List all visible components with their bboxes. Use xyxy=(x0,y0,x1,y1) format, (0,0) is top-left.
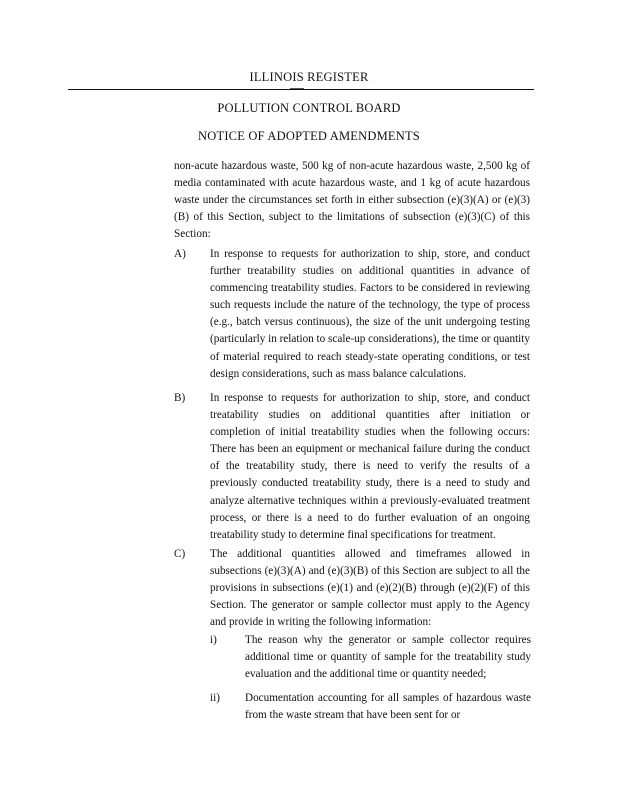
board-title: POLLUTION CONTROL BOARD xyxy=(217,101,401,115)
header-rule xyxy=(68,89,534,90)
item-b-text: In response to requests for authorization to ship, store, and conduct treatability studies on additional quantities after initiation or completion of initial treatability studies when the following occurs: There has been an equipment or mechanical failure during the conduct of the treatability study, there is need to verify the results of a previously conducted treatability study, there is a need to study and analyze alternative techniques within a previously-evaluated treatment process, or there is a need to do further evaluation of an ongoing treatability study to determine final specifications for treatment. xyxy=(210,392,530,541)
intro-paragraph: non-acute hazardous waste, 500 kg of non-acute hazardous waste, 2,500 kg of media contaminated with acute hazardous waste, and 1 kg of acute hazardous waste under the circumstances set forth in either subsection (e)(3)(A) or (e)(3)(B) of this Section, subject to the limitations of subsection (e)(3)(C) of this Section: xyxy=(174,160,530,241)
subitem-i-text: The reason why the generator or sample collector requires additional time or quantity of sample for the treatability study evaluation and the additional time or quantity needed; xyxy=(245,634,531,681)
item-a-text: In response to requests for authorization to ship, store, and conduct further treatability studies on additional quantities in advance of commencing treatability studies. Factors to be considered in reviewing such requests include the nature of the technology, the type of process (e.g., batch versus continuous), the size of the unit undergoing testing (particularly in relation to scale-up considerations), the time or quantity of material required to reach steady-state operating conditions, or test design considerations, such as mass balance calculations. xyxy=(210,248,530,380)
item-c-text: The additional quantities allowed and timeframes allowed in subsections (e)(3)(A) and (e)(3)(B) of this Section are subject to all the provisions in subsections (e)(1) and (e)(2)(B) through (e)(2)(F) of this Section. The generator or sample collector must apply to the Agency and provide in writing the following information: xyxy=(210,548,530,629)
item-b-label: B) xyxy=(174,392,186,404)
subitem-i-label: i) xyxy=(210,634,217,646)
subitem-ii-text: Documentation accounting for all samples of hazardous waste from the waste stream that have been sent for or xyxy=(245,692,531,722)
notice-title: NOTICE OF ADOPTED AMENDMENTS xyxy=(198,129,420,143)
item-c-label: C) xyxy=(174,548,186,560)
subitem-ii-label: ii) xyxy=(210,692,220,704)
register-title: ILLINOIS REGISTER xyxy=(249,70,369,84)
header-rule-mark xyxy=(290,88,304,89)
item-a-label: A) xyxy=(174,248,186,260)
